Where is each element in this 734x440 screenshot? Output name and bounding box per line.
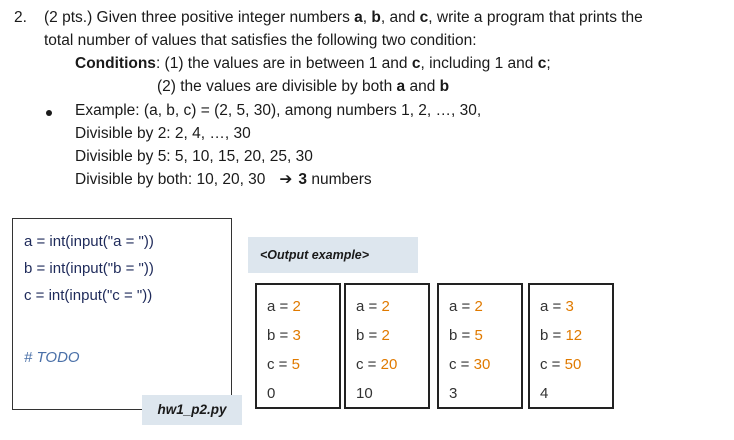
output-example-box: [437, 283, 523, 409]
example-a: a = 2: [267, 298, 301, 315]
code-line-c: c = int(input("c = ")): [24, 287, 153, 304]
arrow-right-icon: ➔: [279, 171, 293, 188]
problem-line-1: (2 pts.) Given three positive integer numbers a, b, and c, write a program that prints the: [44, 9, 643, 26]
output-example-box: [255, 283, 341, 409]
example-a: a = 2: [449, 298, 483, 315]
result-unit: numbers: [307, 171, 372, 188]
conditions-label: Conditions: [75, 55, 156, 72]
example-c: c = 30: [449, 356, 491, 373]
problem-line-2: total number of values that satisfies the following two condition:: [44, 32, 477, 49]
code-line-a: a = int(input("a = ")): [24, 233, 154, 250]
divisible-by-both: Divisible by both: 10, 20, 30: [75, 171, 266, 188]
example-result: 3: [449, 385, 458, 402]
example-b: b = 2: [356, 327, 390, 344]
todo-comment: # TODO: [24, 349, 80, 366]
example-c: c = 20: [356, 356, 398, 373]
output-example-box: [344, 283, 430, 409]
example-result: 10: [356, 385, 373, 402]
output-example-box: [528, 283, 614, 409]
example-c: c = 50: [540, 356, 582, 373]
example-c: c = 5: [267, 356, 300, 373]
output-example-label: <Output example>: [248, 237, 418, 273]
divisible-by-a: Divisible by 2: 2, 4, …, 30: [75, 125, 251, 142]
conditions-line-1: Conditions: (1) the values are in between 1 and c, including 1 and c;: [75, 55, 551, 72]
result-count: 3: [298, 171, 308, 188]
conditions-line-2: (2) the values are divisible by both a and b: [157, 78, 450, 95]
example-b: b = 3: [267, 327, 301, 344]
example-result: 0: [267, 385, 276, 402]
code-box: [12, 218, 232, 410]
example-a: a = 2: [356, 298, 390, 315]
example-b: b = 12: [540, 327, 583, 344]
example-intro: Example: (a, b, c) = (2, 5, 30), among numbers 1, 2, …, 30,: [75, 102, 482, 119]
divisible-by-b: Divisible by 5: 5, 10, 15, 20, 25, 30: [75, 148, 313, 165]
divisible-by-both-line: [75, 170, 372, 190]
filename-label: hw1_p2.py: [142, 395, 242, 425]
bullet-icon: [46, 110, 52, 116]
example-a: a = 3: [540, 298, 574, 315]
example-result: 4: [540, 385, 549, 402]
example-b: b = 5: [449, 327, 483, 344]
code-line-b: b = int(input("b = ")): [24, 260, 154, 277]
problem-number: 2.: [14, 9, 27, 26]
